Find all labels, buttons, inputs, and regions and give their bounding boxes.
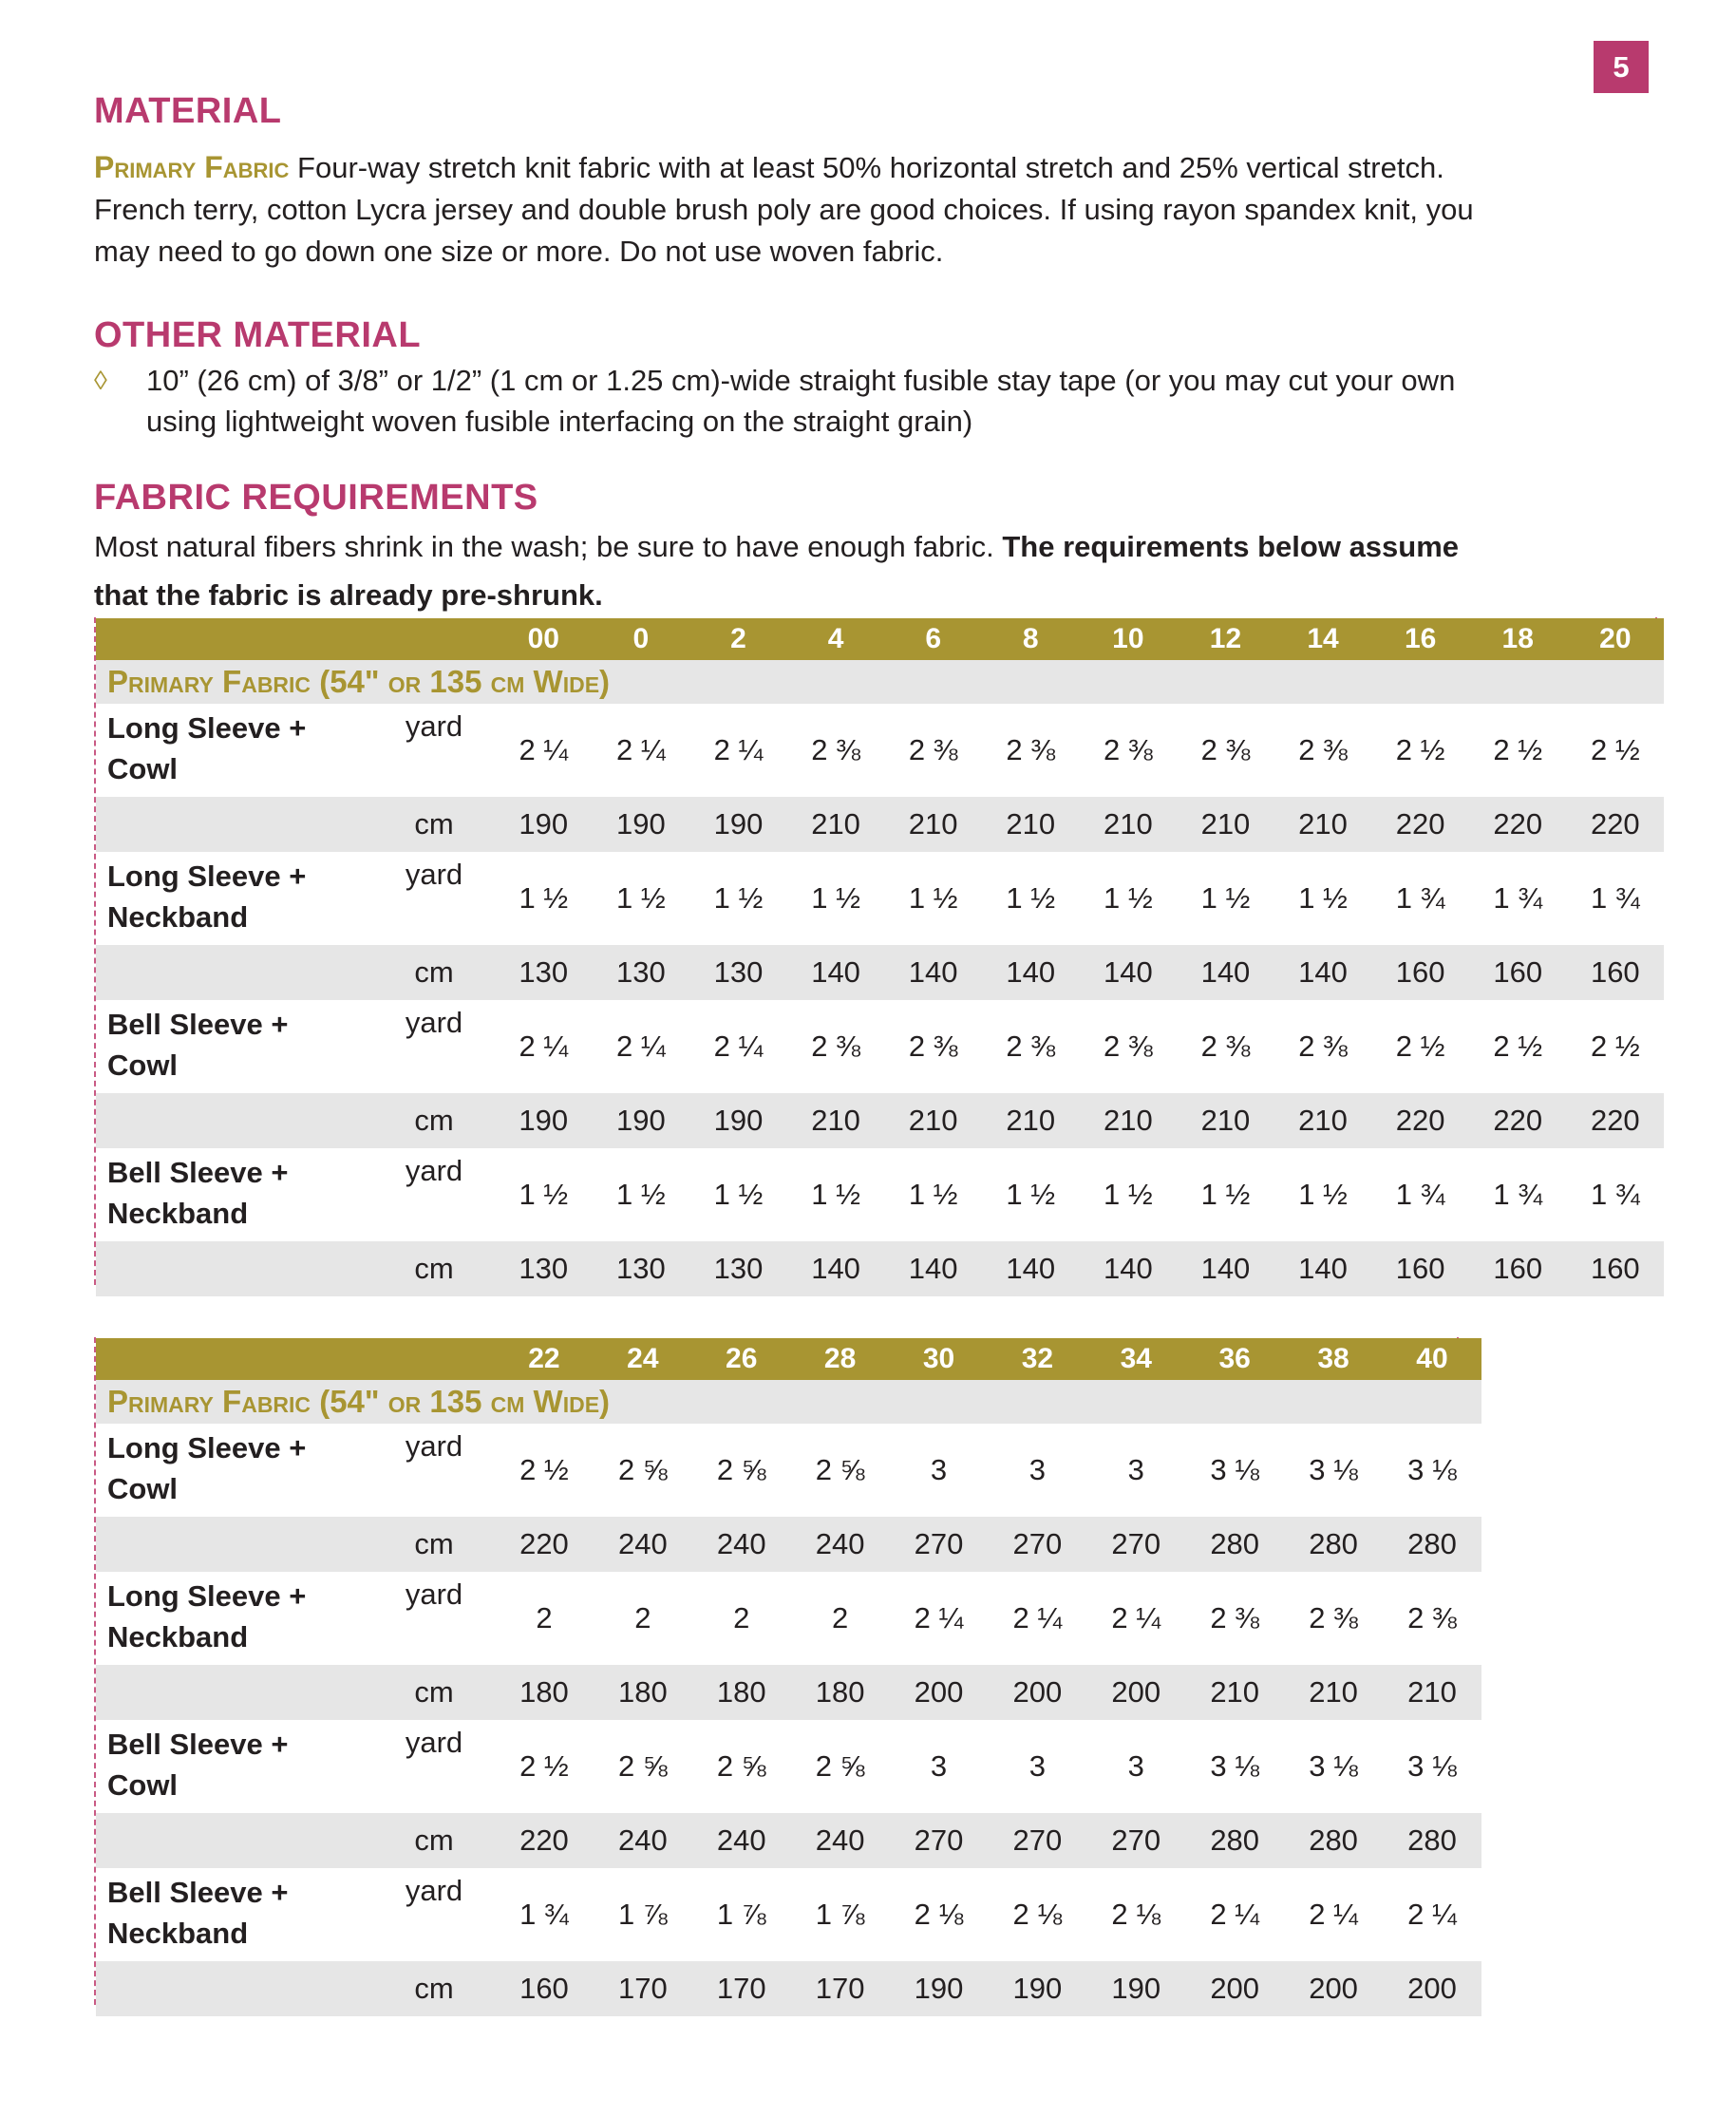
primary-fabric-label: Primary Fabric: [94, 150, 290, 184]
size-header-cell: 32: [988, 1338, 1086, 1380]
cm-value-cell: 220: [1567, 1093, 1665, 1148]
cm-value-cell: 200: [988, 1665, 1086, 1720]
cm-value-cell: 200: [890, 1665, 989, 1720]
cm-value-cell: 140: [982, 945, 1080, 1000]
yard-value-cell: 3: [1086, 1720, 1185, 1813]
yard-value-cell: 2 ⅜: [884, 704, 982, 797]
unit-yard: yard: [373, 1424, 495, 1517]
cm-row: [96, 1665, 1481, 1720]
cm-value-cell: 140: [1274, 1241, 1372, 1296]
fabric-subheading: Primary Fabric (54" or 135 cm Wide): [96, 1380, 1481, 1424]
yard-value-cell: 3: [890, 1720, 989, 1813]
yard-value-cell: 2 ½: [495, 1720, 594, 1813]
fabric-requirements-table-2: [96, 1338, 1481, 2016]
size-header-cell: 6: [884, 618, 982, 660]
cm-value-cell: 190: [689, 797, 787, 852]
fabric-requirements-heading: FABRIC REQUIREMENTS: [94, 478, 538, 518]
cm-value-cell: 280: [1383, 1813, 1481, 1868]
yard-value-cell: 2 ⅝: [594, 1720, 692, 1813]
cm-value-cell: 210: [982, 797, 1080, 852]
cm-value-cell: 130: [689, 945, 787, 1000]
cm-value-cell: 210: [884, 1093, 982, 1148]
yard-value-cell: 2 ⅝: [692, 1720, 791, 1813]
yard-value-cell: 2 ⅜: [1177, 1000, 1274, 1093]
cm-value-cell: 160: [1567, 1241, 1665, 1296]
cm-row: [96, 1813, 1481, 1868]
yard-row: [96, 1424, 1481, 1517]
cm-value-cell: 160: [495, 1961, 594, 2016]
row-label: [96, 1868, 373, 1961]
yard-value-cell: 3: [988, 1424, 1086, 1517]
yard-value-cell: 1 ¾: [1469, 852, 1567, 945]
intro-bold-2: that the fabric is already pre-shrunk.: [94, 578, 603, 612]
yard-value-cell: 3 ⅛: [1383, 1720, 1481, 1813]
yard-value-cell: 2 ¼: [890, 1572, 989, 1665]
yard-value-cell: 2 ¼: [988, 1572, 1086, 1665]
cm-value-cell: 130: [593, 945, 690, 1000]
row-label: [96, 852, 373, 945]
size-header-row: [96, 1338, 1481, 1380]
cm-value-cell: 240: [791, 1517, 890, 1572]
row-label-line-2: Cowl: [107, 1768, 179, 1802]
unit-yard: yard: [373, 1720, 495, 1813]
row-label: [96, 1148, 373, 1241]
yard-value-cell: 3: [1086, 1424, 1185, 1517]
size-header-cell: 00: [495, 618, 593, 660]
yard-value-cell: 1 ⅞: [692, 1868, 791, 1961]
material-paragraph: [94, 146, 1651, 273]
size-header-cell: 36: [1185, 1338, 1284, 1380]
cm-value-cell: 210: [1383, 1665, 1481, 1720]
yard-value-cell: 2 ¼: [495, 704, 593, 797]
yard-row: [96, 1148, 1664, 1241]
yard-value-cell: 2 ¼: [593, 704, 690, 797]
yard-value-cell: 1 ¾: [1567, 852, 1665, 945]
unit-cm: cm: [373, 797, 495, 852]
size-header-cell: 8: [982, 618, 1080, 660]
cm-value-cell: 280: [1185, 1517, 1284, 1572]
unit-yard: yard: [373, 1148, 495, 1241]
cm-value-cell: 270: [1086, 1517, 1185, 1572]
yard-row: [96, 852, 1664, 945]
cm-value-cell: 140: [787, 945, 885, 1000]
yard-value-cell: 1 ¾: [495, 1868, 594, 1961]
cm-value-cell: 240: [692, 1813, 791, 1868]
cm-value-cell: 140: [1274, 945, 1372, 1000]
fabric-subheading-row: [96, 1380, 1481, 1424]
material-heading: MATERIAL: [94, 91, 282, 131]
yard-value-cell: 2 ⅜: [1080, 1000, 1178, 1093]
cm-row: [96, 1093, 1664, 1148]
yard-value-cell: 1 ½: [689, 852, 787, 945]
cm-value-cell: 200: [1086, 1665, 1185, 1720]
lozenge-bullet-icon: ◊: [94, 366, 107, 395]
size-header-cell: 26: [692, 1338, 791, 1380]
row-label-line-1: Long Sleeve +: [107, 1431, 307, 1464]
cm-value-cell: 190: [689, 1093, 787, 1148]
row-label-line-1: Bell Sleeve +: [107, 1156, 289, 1189]
yard-value-cell: 2 ⅝: [791, 1720, 890, 1813]
header-blank-cell: [96, 618, 373, 660]
size-header-cell: 34: [1086, 1338, 1185, 1380]
intro-bold-1: The requirements below assume: [1002, 530, 1460, 563]
size-header-cell: 0: [593, 618, 690, 660]
fabric-requirements-table-1: [96, 618, 1664, 1296]
yard-value-cell: 1 ½: [787, 1148, 885, 1241]
cm-value-cell: 130: [689, 1241, 787, 1296]
yard-value-cell: 3: [988, 1720, 1086, 1813]
unit-cm: cm: [373, 1665, 495, 1720]
yard-value-cell: 2: [692, 1572, 791, 1665]
cm-value-cell: 210: [787, 797, 885, 852]
yard-value-cell: 2 ⅜: [884, 1000, 982, 1093]
yard-value-cell: 1 ½: [884, 1148, 982, 1241]
cm-row: [96, 797, 1664, 852]
row-label-line-2: Cowl: [107, 1049, 179, 1082]
cm-value-cell: 190: [593, 797, 690, 852]
cm-value-cell: 140: [1177, 945, 1274, 1000]
cm-value-cell: 140: [884, 945, 982, 1000]
yard-value-cell: 3 ⅛: [1383, 1424, 1481, 1517]
cm-value-cell: 270: [1086, 1813, 1185, 1868]
yard-value-cell: 2 ⅜: [1274, 1000, 1372, 1093]
yard-value-cell: 2 ¼: [593, 1000, 690, 1093]
yard-value-cell: 2 ⅜: [1177, 704, 1274, 797]
material-line-3: may need to go down one size or more. Do not use woven fabric.: [94, 235, 944, 268]
cm-value-cell: 190: [495, 797, 593, 852]
unit-yard: yard: [373, 1868, 495, 1961]
page-number: 5: [1594, 41, 1649, 93]
cm-value-cell: 180: [495, 1665, 594, 1720]
unit-cm: cm: [373, 1813, 495, 1868]
yard-row: [96, 704, 1664, 797]
cm-value-cell: 170: [791, 1961, 890, 2016]
cm-value-cell: 160: [1469, 945, 1567, 1000]
yard-value-cell: 2 ⅝: [594, 1424, 692, 1517]
cm-value-cell: 210: [1274, 1093, 1372, 1148]
row-label: [96, 1720, 373, 1813]
cm-value-cell: 210: [982, 1093, 1080, 1148]
size-header-cell: 2: [689, 618, 787, 660]
header-blank-cell: [96, 1338, 373, 1380]
cm-value-cell: 240: [594, 1517, 692, 1572]
cm-row: [96, 1961, 1481, 2016]
size-header-cell: 28: [791, 1338, 890, 1380]
yard-value-cell: 2 ½: [1371, 1000, 1469, 1093]
cm-value-cell: 210: [1080, 797, 1178, 852]
yard-value-cell: 2 ½: [1567, 1000, 1665, 1093]
yard-value-cell: 2 ½: [1371, 704, 1469, 797]
row-label-line-2: Neckband: [107, 1620, 249, 1653]
cm-value-cell: 180: [692, 1665, 791, 1720]
cm-value-cell: 190: [1086, 1961, 1185, 2016]
row-label-line-2: Neckband: [107, 1917, 249, 1950]
yard-value-cell: 2 ⅛: [890, 1868, 989, 1961]
other-material-line-1: 10” (26 cm) of 3/8” or 1/2” (1 cm or 1.25 cm)-wide straight fusible stay tape (or you may cut your own: [146, 364, 1456, 397]
cm-value-cell: 220: [495, 1813, 594, 1868]
cm-value-cell: 210: [1185, 1665, 1284, 1720]
yard-value-cell: 2 ⅜: [1274, 704, 1372, 797]
size-header-cell: 38: [1284, 1338, 1383, 1380]
yard-value-cell: 1 ½: [495, 852, 593, 945]
unit-yard: yard: [373, 852, 495, 945]
size-header-cell: 22: [495, 1338, 594, 1380]
cm-value-cell: 280: [1284, 1813, 1383, 1868]
cm-value-cell: 220: [1371, 797, 1469, 852]
unit-cm: cm: [373, 945, 495, 1000]
row-label-line-2: Neckband: [107, 900, 249, 934]
cm-value-cell: 220: [1469, 797, 1567, 852]
yard-value-cell: 1 ¾: [1469, 1148, 1567, 1241]
yard-value-cell: 2 ⅜: [1284, 1572, 1383, 1665]
yard-value-cell: 1 ½: [884, 852, 982, 945]
cm-value-cell: 200: [1185, 1961, 1284, 2016]
size-header-cell: 40: [1383, 1338, 1481, 1380]
unit-cm: cm: [373, 1961, 495, 2016]
other-material-line-2: using lightweight woven fusible interfacing on the straight grain): [146, 405, 973, 438]
row-label-line-1: Bell Sleeve +: [107, 1876, 289, 1909]
fabric-subheading: Primary Fabric (54" or 135 cm Wide): [96, 660, 1664, 704]
cm-value-cell: 140: [1080, 945, 1178, 1000]
yard-value-cell: 2 ⅜: [1383, 1572, 1481, 1665]
cm-value-cell: 140: [982, 1241, 1080, 1296]
yard-value-cell: 2 ¼: [689, 1000, 787, 1093]
cm-value-cell: 200: [1383, 1961, 1481, 2016]
cm-value-cell: 280: [1383, 1517, 1481, 1572]
yard-value-cell: 1 ½: [1274, 852, 1372, 945]
yard-value-cell: 2 ¼: [495, 1000, 593, 1093]
yard-value-cell: 2 ⅛: [988, 1868, 1086, 1961]
size-header-cell: 10: [1080, 618, 1178, 660]
cm-value-cell: 280: [1284, 1517, 1383, 1572]
cm-value-cell: 210: [1177, 797, 1274, 852]
cm-value-cell: 180: [791, 1665, 890, 1720]
cm-value-cell: 140: [787, 1241, 885, 1296]
yard-value-cell: 1 ¾: [1371, 1148, 1469, 1241]
yard-row: [96, 1720, 1481, 1813]
yard-value-cell: 2 ⅝: [791, 1424, 890, 1517]
unit-cm: cm: [373, 1517, 495, 1572]
cm-value-cell: 160: [1371, 1241, 1469, 1296]
yard-value-cell: 2: [495, 1572, 594, 1665]
yard-value-cell: 2 ⅜: [982, 1000, 1080, 1093]
yard-value-cell: 2 ½: [1469, 1000, 1567, 1093]
yard-value-cell: 1 ½: [1080, 1148, 1178, 1241]
size-header-cell: 18: [1469, 618, 1567, 660]
row-label: [96, 704, 373, 797]
cm-value-cell: 270: [890, 1517, 989, 1572]
yard-value-cell: 1 ½: [787, 852, 885, 945]
cm-value-cell: 140: [884, 1241, 982, 1296]
yard-row: [96, 1000, 1664, 1093]
cm-value-cell: 210: [1080, 1093, 1178, 1148]
cm-value-cell: 140: [1177, 1241, 1274, 1296]
yard-value-cell: 3 ⅛: [1284, 1720, 1383, 1813]
cm-value-cell: 160: [1469, 1241, 1567, 1296]
cm-value-cell: 240: [594, 1813, 692, 1868]
cm-value-cell: 130: [495, 1241, 593, 1296]
cm-value-cell: 170: [594, 1961, 692, 2016]
yard-value-cell: 2 ⅜: [787, 704, 885, 797]
row-label-line-1: Bell Sleeve +: [107, 1008, 289, 1041]
cm-value-cell: 210: [787, 1093, 885, 1148]
yard-value-cell: 1 ¾: [1567, 1148, 1665, 1241]
cm-value-cell: 220: [1469, 1093, 1567, 1148]
cm-value-cell: 280: [1185, 1813, 1284, 1868]
fabric-requirements-intro: [94, 522, 1651, 619]
cm-blank-cell: [96, 945, 373, 1000]
yard-value-cell: 1 ½: [689, 1148, 787, 1241]
yard-row: [96, 1868, 1481, 1961]
yard-value-cell: 2 ⅜: [1080, 704, 1178, 797]
row-label-line-2: Cowl: [107, 1472, 179, 1505]
yard-value-cell: 1 ½: [1177, 852, 1274, 945]
yard-value-cell: 2: [594, 1572, 692, 1665]
cm-row: [96, 1241, 1664, 1296]
unit-yard: yard: [373, 1572, 495, 1665]
fabric-subheading-row: [96, 660, 1664, 704]
cm-value-cell: 270: [890, 1813, 989, 1868]
cm-row: [96, 945, 1664, 1000]
size-header-cell: 16: [1371, 618, 1469, 660]
row-label-line-2: Neckband: [107, 1197, 249, 1230]
cm-value-cell: 270: [988, 1517, 1086, 1572]
header-blank-cell: [373, 1338, 495, 1380]
yard-value-cell: 1 ⅞: [594, 1868, 692, 1961]
cm-value-cell: 200: [1284, 1961, 1383, 2016]
row-label-line-2: Cowl: [107, 752, 179, 785]
yard-value-cell: 3 ⅛: [1185, 1720, 1284, 1813]
size-header-row: [96, 618, 1664, 660]
cm-value-cell: 210: [884, 797, 982, 852]
yard-value-cell: 2 ¼: [1284, 1868, 1383, 1961]
cm-value-cell: 180: [594, 1665, 692, 1720]
yard-value-cell: 2 ½: [495, 1424, 594, 1517]
cm-value-cell: 130: [495, 945, 593, 1000]
cm-row: [96, 1517, 1481, 1572]
cm-value-cell: 210: [1177, 1093, 1274, 1148]
yard-value-cell: 1 ½: [1080, 852, 1178, 945]
row-label: [96, 1572, 373, 1665]
yard-value-cell: 2: [791, 1572, 890, 1665]
size-header-cell: 4: [787, 618, 885, 660]
yard-value-cell: 2 ⅜: [787, 1000, 885, 1093]
yard-value-cell: 2 ¼: [689, 704, 787, 797]
intro-plain: Most natural fibers shrink in the wash; be sure to have enough fabric.: [94, 530, 994, 563]
other-material-heading: OTHER MATERIAL: [94, 315, 422, 355]
yard-value-cell: 2 ¼: [1185, 1868, 1284, 1961]
yard-value-cell: 1 ½: [593, 852, 690, 945]
yard-value-cell: 2 ⅛: [1086, 1868, 1185, 1961]
yard-value-cell: 1 ½: [495, 1148, 593, 1241]
cm-value-cell: 190: [988, 1961, 1086, 2016]
yard-value-cell: 2 ¼: [1086, 1572, 1185, 1665]
yard-value-cell: 2 ½: [1567, 704, 1665, 797]
material-line-2: French terry, cotton Lycra jersey and double brush poly are good choices. If using rayon spandex knit, you: [94, 193, 1474, 226]
material-line-1: Four-way stretch knit fabric with at least 50% horizontal stretch and 25% vertical stretch.: [297, 151, 1444, 184]
cm-value-cell: 140: [1080, 1241, 1178, 1296]
row-label: [96, 1424, 373, 1517]
size-header-cell: 24: [594, 1338, 692, 1380]
cm-value-cell: 210: [1284, 1665, 1383, 1720]
cm-value-cell: 160: [1371, 945, 1469, 1000]
cm-value-cell: 160: [1567, 945, 1665, 1000]
cm-value-cell: 220: [1567, 797, 1665, 852]
yard-value-cell: 1 ½: [593, 1148, 690, 1241]
row-label-line-1: Long Sleeve +: [107, 711, 307, 745]
yard-value-cell: 3 ⅛: [1284, 1424, 1383, 1517]
yard-value-cell: 2 ⅜: [1185, 1572, 1284, 1665]
cm-value-cell: 190: [593, 1093, 690, 1148]
cm-blank-cell: [96, 797, 373, 852]
size-header-cell: 14: [1274, 618, 1372, 660]
cm-blank-cell: [96, 1241, 373, 1296]
yard-value-cell: 2 ⅜: [982, 704, 1080, 797]
yard-value-cell: 2 ⅝: [692, 1424, 791, 1517]
unit-yard: yard: [373, 704, 495, 797]
row-label-line-1: Long Sleeve +: [107, 1579, 307, 1613]
header-blank-cell: [373, 618, 495, 660]
unit-cm: cm: [373, 1093, 495, 1148]
yard-value-cell: 1 ¾: [1371, 852, 1469, 945]
yard-value-cell: 1 ½: [1274, 1148, 1372, 1241]
cm-value-cell: 210: [1274, 797, 1372, 852]
yard-value-cell: 1 ½: [982, 1148, 1080, 1241]
yard-value-cell: 3: [890, 1424, 989, 1517]
row-label-line-1: Bell Sleeve +: [107, 1728, 289, 1761]
size-header-cell: 12: [1177, 618, 1274, 660]
size-header-cell: 20: [1567, 618, 1665, 660]
cm-value-cell: 220: [495, 1517, 594, 1572]
cm-value-cell: 190: [495, 1093, 593, 1148]
cm-value-cell: 270: [988, 1813, 1086, 1868]
cm-value-cell: 240: [692, 1517, 791, 1572]
cm-value-cell: 240: [791, 1813, 890, 1868]
yard-value-cell: 1 ½: [1177, 1148, 1274, 1241]
yard-value-cell: 3 ⅛: [1185, 1424, 1284, 1517]
yard-value-cell: 2 ½: [1469, 704, 1567, 797]
cm-value-cell: 170: [692, 1961, 791, 2016]
cm-blank-cell: [96, 1961, 373, 2016]
cm-blank-cell: [96, 1093, 373, 1148]
row-label-line-1: Long Sleeve +: [107, 860, 307, 893]
cm-blank-cell: [96, 1517, 373, 1572]
cm-blank-cell: [96, 1813, 373, 1868]
row-label: [96, 1000, 373, 1093]
cm-value-cell: 220: [1371, 1093, 1469, 1148]
yard-value-cell: 1 ½: [982, 852, 1080, 945]
yard-value-cell: 1 ⅞: [791, 1868, 890, 1961]
size-header-cell: 30: [890, 1338, 989, 1380]
yard-row: [96, 1572, 1481, 1665]
unit-yard: yard: [373, 1000, 495, 1093]
cm-value-cell: 190: [890, 1961, 989, 2016]
unit-cm: cm: [373, 1241, 495, 1296]
cm-blank-cell: [96, 1665, 373, 1720]
yard-value-cell: 2 ¼: [1383, 1868, 1481, 1961]
cm-value-cell: 130: [593, 1241, 690, 1296]
